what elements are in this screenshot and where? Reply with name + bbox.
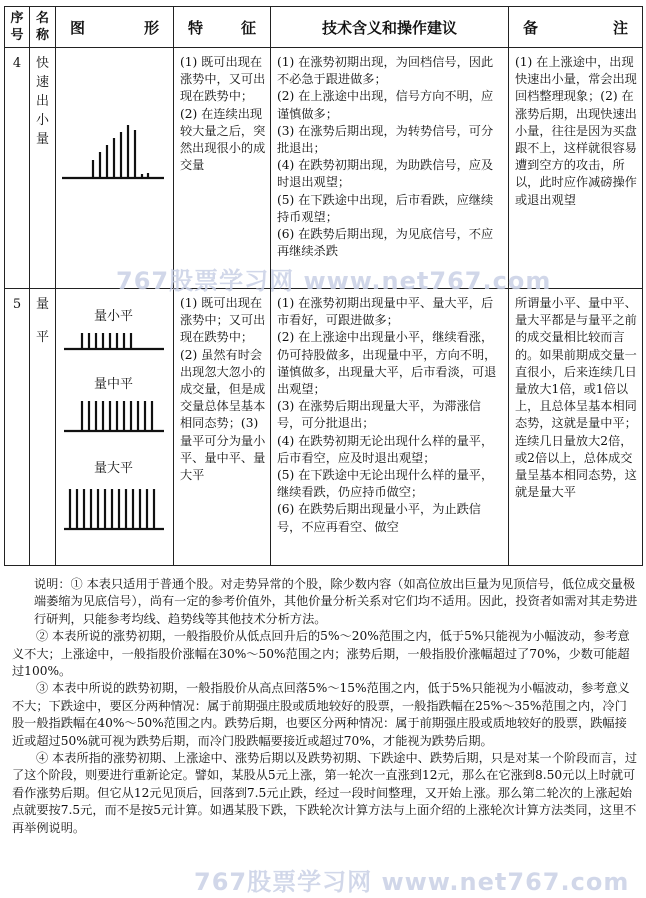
flat-volume-graph bbox=[56, 289, 174, 561]
row-seq: 4 bbox=[5, 48, 30, 289]
row-seq: 5 bbox=[5, 289, 30, 566]
note-1: 说明：① 本表只适用于普通个股。对走势异常的个股，除少数内容（如高位放出巨量为见顶信号，低位成交量极端萎缩为见底信号），尚有一定的参考价值外，其他价量分析关系对它们均不适用。因此，投资者如需对其走势进行研判，只能参考均线、趋势线等其他技术分析方法。 bbox=[34, 577, 638, 626]
note-4: ④ 本表所指的涨势初期、上涨途中、涨势后期以及跌势初期、下跌途中、跌势后期，只是对某一个阶段而言，过了这个阶段，则要进行重新论定。譬如，某股从5元上涨，第一轮次一直涨到12元，那么在它涨到8.50元以上时就可看作涨势后期。但它从12元见顶后，回落到7.5元止跌，经过一段时间整理，又开始上涨。那么第二轮次的上涨起始点就要按7.5元，而不是按5元计算。如遇某股下跌，下跌轮次计算方法与上面介绍的上涨轮次计算方法类同，这里不再举例说明。 bbox=[12, 751, 638, 835]
table-row bbox=[5, 48, 643, 289]
row-feature: (1) 既可出现在涨势中；又可出现在跌势中；(2) 虽然有时会出现忽大忽小的成交量，但是成交量总体呈基本相同态势；(3) 量平可分为量小平、量中平、量大平 bbox=[174, 289, 271, 566]
row-feature: (1) 既可出现在涨势中，又可出现在跌势中；(2) 在连续出现较大量之后，突然出现很小的成交量 bbox=[174, 48, 271, 289]
table-header-row bbox=[5, 7, 643, 48]
notes-section bbox=[12, 576, 638, 837]
row-graph bbox=[56, 48, 174, 289]
row-remark: (1) 在上涨途中，出现快速出小量，常会出现回档整理现象；(2) 在涨势后期，出现快速出小量，往往是因为买盘跟不上，这样就很容易遭到空方的攻击，所以，此时应作减磅操作或退出观望 bbox=[509, 48, 643, 289]
note-2: ② 本表所说的涨势初期，一般指股价从低点回升后的5%～20%范围之内，低于5%只能视为小幅波动，参考意义不大；上涨途中，一般指股价涨幅在30%～50%范围之内；涨势后期，一般指股价涨幅超过了70%，少数可能超过100%。 bbox=[12, 629, 630, 679]
graph-label-small: 量小平 bbox=[94, 309, 134, 324]
page bbox=[4, 6, 642, 896]
row-meaning: (1) 在涨势初期出现，为回档信号，因此不必急于跟进做多； (2) 在上涨途中出现，信号方向不明，应谨慎做多； (3) 在涨势后期出现，为转势信号，可分批退出； (4) 在跌势初期出现，为助跌信号，应及时退出观望； (5) 在下跌途中出现，后市看跌，应继续持币观望； (6) 在跌势后期出现，为见底信号，不应再继续杀跌 bbox=[271, 48, 509, 289]
note-3: ③ 本表中所说的跌势初期，一般指股价从高点回落5%～15%范围之内，低于5%只能视为小幅波动，参考意义不大；下跌途中，要区分两种情况：属于前期强庄股或质地较好的股票，一般指跌幅在25%～35%范围之内，冷门股一般指跌幅在40%～50%范围之内。跌势后期，也要区分两种情况：属于前期强庄股或质地较好的股票，跌幅接近或超过50%就可视为跌势后期，而冷门股跌幅要接近或超过70%，才能视为跌势后期。 bbox=[12, 681, 630, 748]
row-name: 量 平 bbox=[30, 289, 56, 566]
header-feature: 特 征 bbox=[174, 7, 271, 48]
graph-label-medium: 量中平 bbox=[94, 377, 134, 392]
graph-label-large: 量大平 bbox=[94, 461, 134, 476]
watermark: 767股票学习网 www.net767.com bbox=[116, 267, 552, 295]
row-remark: 所谓量小平、量中平、量大平都是与量平之前的成交量相比较而言的。如果前期成交量一直很小，后来连续几日量放大1倍，或1倍以上，且总体呈基本相同态势，这就是量中平；连续几日量放大2倍，或2倍以上，总体成交量呈基本相同态势，这就是量大平 bbox=[509, 289, 643, 566]
header-remark: 备 注 bbox=[509, 7, 643, 48]
row-name: 快 速 出 小 量 bbox=[30, 48, 56, 289]
header-name: 名 称 bbox=[30, 7, 56, 48]
watermark: 767股票学习网 www.net767.com bbox=[194, 868, 630, 896]
header-meaning: 技术含义和操作建议 bbox=[271, 7, 509, 48]
header-graph: 图 形 bbox=[56, 7, 174, 48]
header-seq: 序 号 bbox=[5, 7, 30, 48]
row-graph bbox=[56, 289, 174, 566]
table-row bbox=[5, 289, 643, 566]
row-meaning: (1) 在涨势初期出现量中平、量大平，后市看好，可跟进做多； (2) 在上涨途中出现量小平，继续看涨，仍可持股做多，出现量中平，方向不明，谨慎做多，出现量大平，后市看淡，可退出观望； (3) 在涨势后期出现量大平，为滞涨信号，可分批退出； (4) 在跌势初期无论出现什么样的量平，后市看空，应及时退出观望； (5) 在下跌途中无论出现什么样的量平，继续看跌，仍应持币做空； (6) 在跌势后期出现量小平，为止跌信号，不应再看空、做空 bbox=[271, 289, 509, 566]
volume-bars-graph bbox=[56, 48, 174, 284]
